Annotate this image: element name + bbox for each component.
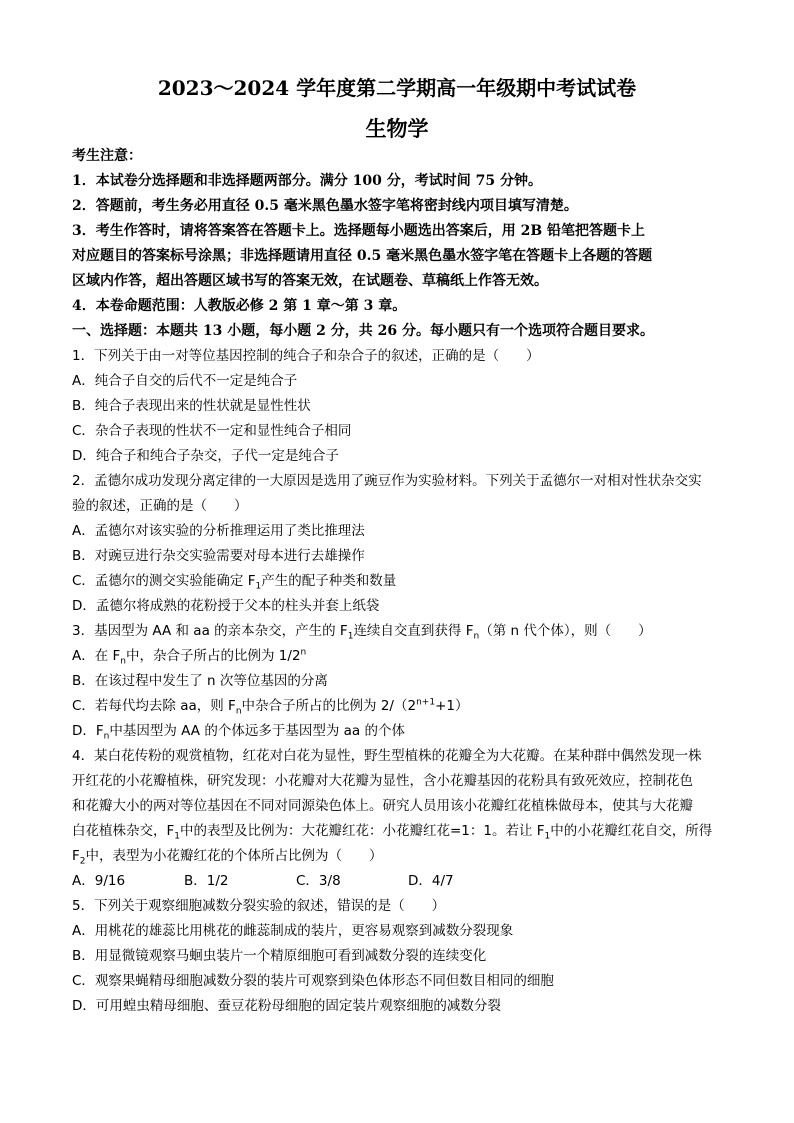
question-4-option-d: D．4/7 (408, 873, 454, 889)
question-2-option-a: A．孟德尔对该实验的分析推理运用了类比推理法 (72, 523, 365, 539)
notice-item-3-line-2: 对应题目的答案标号涂黑；非选择题请用直径 0.5 毫米黑色墨水签字笔在答题卡上各题的答题 (72, 248, 653, 264)
question-5-option-a: A．用桃花的雄蕊比用桃花的雌蕊制成的装片，更容易观察到减数分裂现象 (72, 923, 514, 939)
question-4-stem-line-2: 开红花的小花瓣植株，研究发现：小花瓣对大花瓣为显性，含小花瓣基因的花粉具有致死效应，控制花色 (72, 773, 693, 789)
exam-title: 2023～2024 学年度第二学期高一年级期中考试试卷 (157, 76, 637, 100)
notice-item-3-line-3: 区域内作答，超出答题区域书写的答案无效，在试题卷、草稿纸上作答无效。 (72, 273, 548, 289)
question-5-option-c: C．观察果蝇精母细胞减数分裂的装片可观察到染色体形态不同但数目相同的细胞 (72, 973, 554, 989)
question-2-option-b: B．对豌豆进行杂交实验需要对母本进行去雄操作 (72, 548, 365, 564)
question-2-stem-line-1: 2．孟德尔成功发现分离定律的一大原因是选用了豌豆作为实验材料。下列关于孟德尔一对相对性状杂交实 (72, 473, 702, 489)
notice-item-2: 2．答题前，考生务必用直径 0.5 毫米黑色墨水签字笔将密封线内项目填写清楚。 (72, 198, 578, 214)
question-1-stem: 1．下列关于由一对等位基因控制的纯合子和杂合子的叙述，正确的是（ ） (72, 348, 540, 364)
question-3-stem: 3．基因型为 AA 和 aa 的亲本杂交，产生的 $F_1$连续自交直到获得 $F_n$（第 n 代个体），则（ ） (72, 623, 652, 642)
question-5-option-b: B．用显微镜观察马蛔虫装片一个精原细胞可看到减数分裂的连续变化 (72, 948, 487, 964)
question-4-stem-line-3: 和花瓣大小的两对等位基因在不同对同源染色体上。研究人员用该小花瓣红花植株做母本，使其与大花瓣 (72, 798, 693, 814)
question-4-option-c: C．3/8 (296, 873, 341, 889)
question-4-stem-line-5: $F_2$中，表型为小花瓣红花的个体所占比例为（ ） (72, 848, 383, 867)
notice-item-1: 1．本试卷分选择题和非选择题两部分。满分 100 分，考试时间 75 分钟。 (72, 173, 542, 189)
question-4-stem-line-4: 白花植株杂交，$F_1$中的表型及比例为：大花瓣红花：小花瓣红花=1：1。若让 $F_1$中的小花瓣红花自交，所得 (72, 823, 713, 842)
question-3-option-d: D．$F_n$中基因型为 AA 的个体远多于基因型为 aa 的个体 (72, 723, 405, 742)
question-3-option-c: C．若每代均去除 aa，则 $F_n$中杂合子所占的比例为 $2/(2^{n+1}+1)$ (72, 697, 469, 717)
section-1-heading: 一、选择题：本题共 13 小题，每小题 2 分，共 26 分。每小题只有一个选项符合题目要求。 (72, 323, 654, 339)
question-1-option-a: A．纯合子自交的后代不一定是纯合子 (72, 373, 298, 389)
question-1-option-b: B．纯合子表现出来的性状就是显性性状 (72, 398, 311, 414)
notice-item-3-line-1: 3．考生作答时，请将答案答在答题卡上。选择题每小题选出答案后，用 2B 铅笔把答题卡上 (72, 223, 646, 239)
subject-title: 生物学 (365, 116, 429, 141)
question-5-stem: 5．下列关于观察细胞减数分裂实验的叙述，错误的是（ ） (72, 898, 446, 914)
question-4-option-a: A．9/16 (72, 873, 126, 889)
notice-heading: 考生注意： (72, 148, 142, 164)
question-2-option-d: D．孟德尔将成熟的花粉授于父本的柱头并套上纸袋 (72, 598, 380, 614)
question-1-option-c: C．杂合子表现的性状不一定和显性纯合子相同 (72, 423, 352, 439)
question-5-option-d: D．可用蝗虫精母细胞、蚕豆花粉母细胞的固定装片观察细胞的减数分裂 (72, 998, 501, 1014)
question-4-stem-line-1: 4．某白花传粉的观赏植物，红花对白花为显性，野生型植株的花瓣全为大花瓣。在某种群中偶然发现一株 (72, 748, 702, 764)
question-1-option-d: D．纯合子和纯合子杂交，子代一定是纯合子 (72, 448, 339, 464)
question-2-option-c: C．孟德尔的测交实验能确定 $F_1$产生的配子种类和数量 (72, 573, 397, 592)
question-3-option-a: A．在 $F_n$中，杂合子所占的比例为 1/2$^n$ (72, 647, 307, 667)
notice-item-4: 4．本卷命题范围：人教版必修 2 第 1 章～第 3 章。 (72, 298, 407, 314)
question-4-options (72, 871, 732, 891)
question-3-option-b: B．在该过程中发生了 n 次等位基因的分离 (72, 673, 328, 689)
question-2-stem-line-2: 验的叙述，正确的是（ ） (72, 498, 248, 514)
question-4-option-b: B．1/2 (184, 873, 229, 889)
